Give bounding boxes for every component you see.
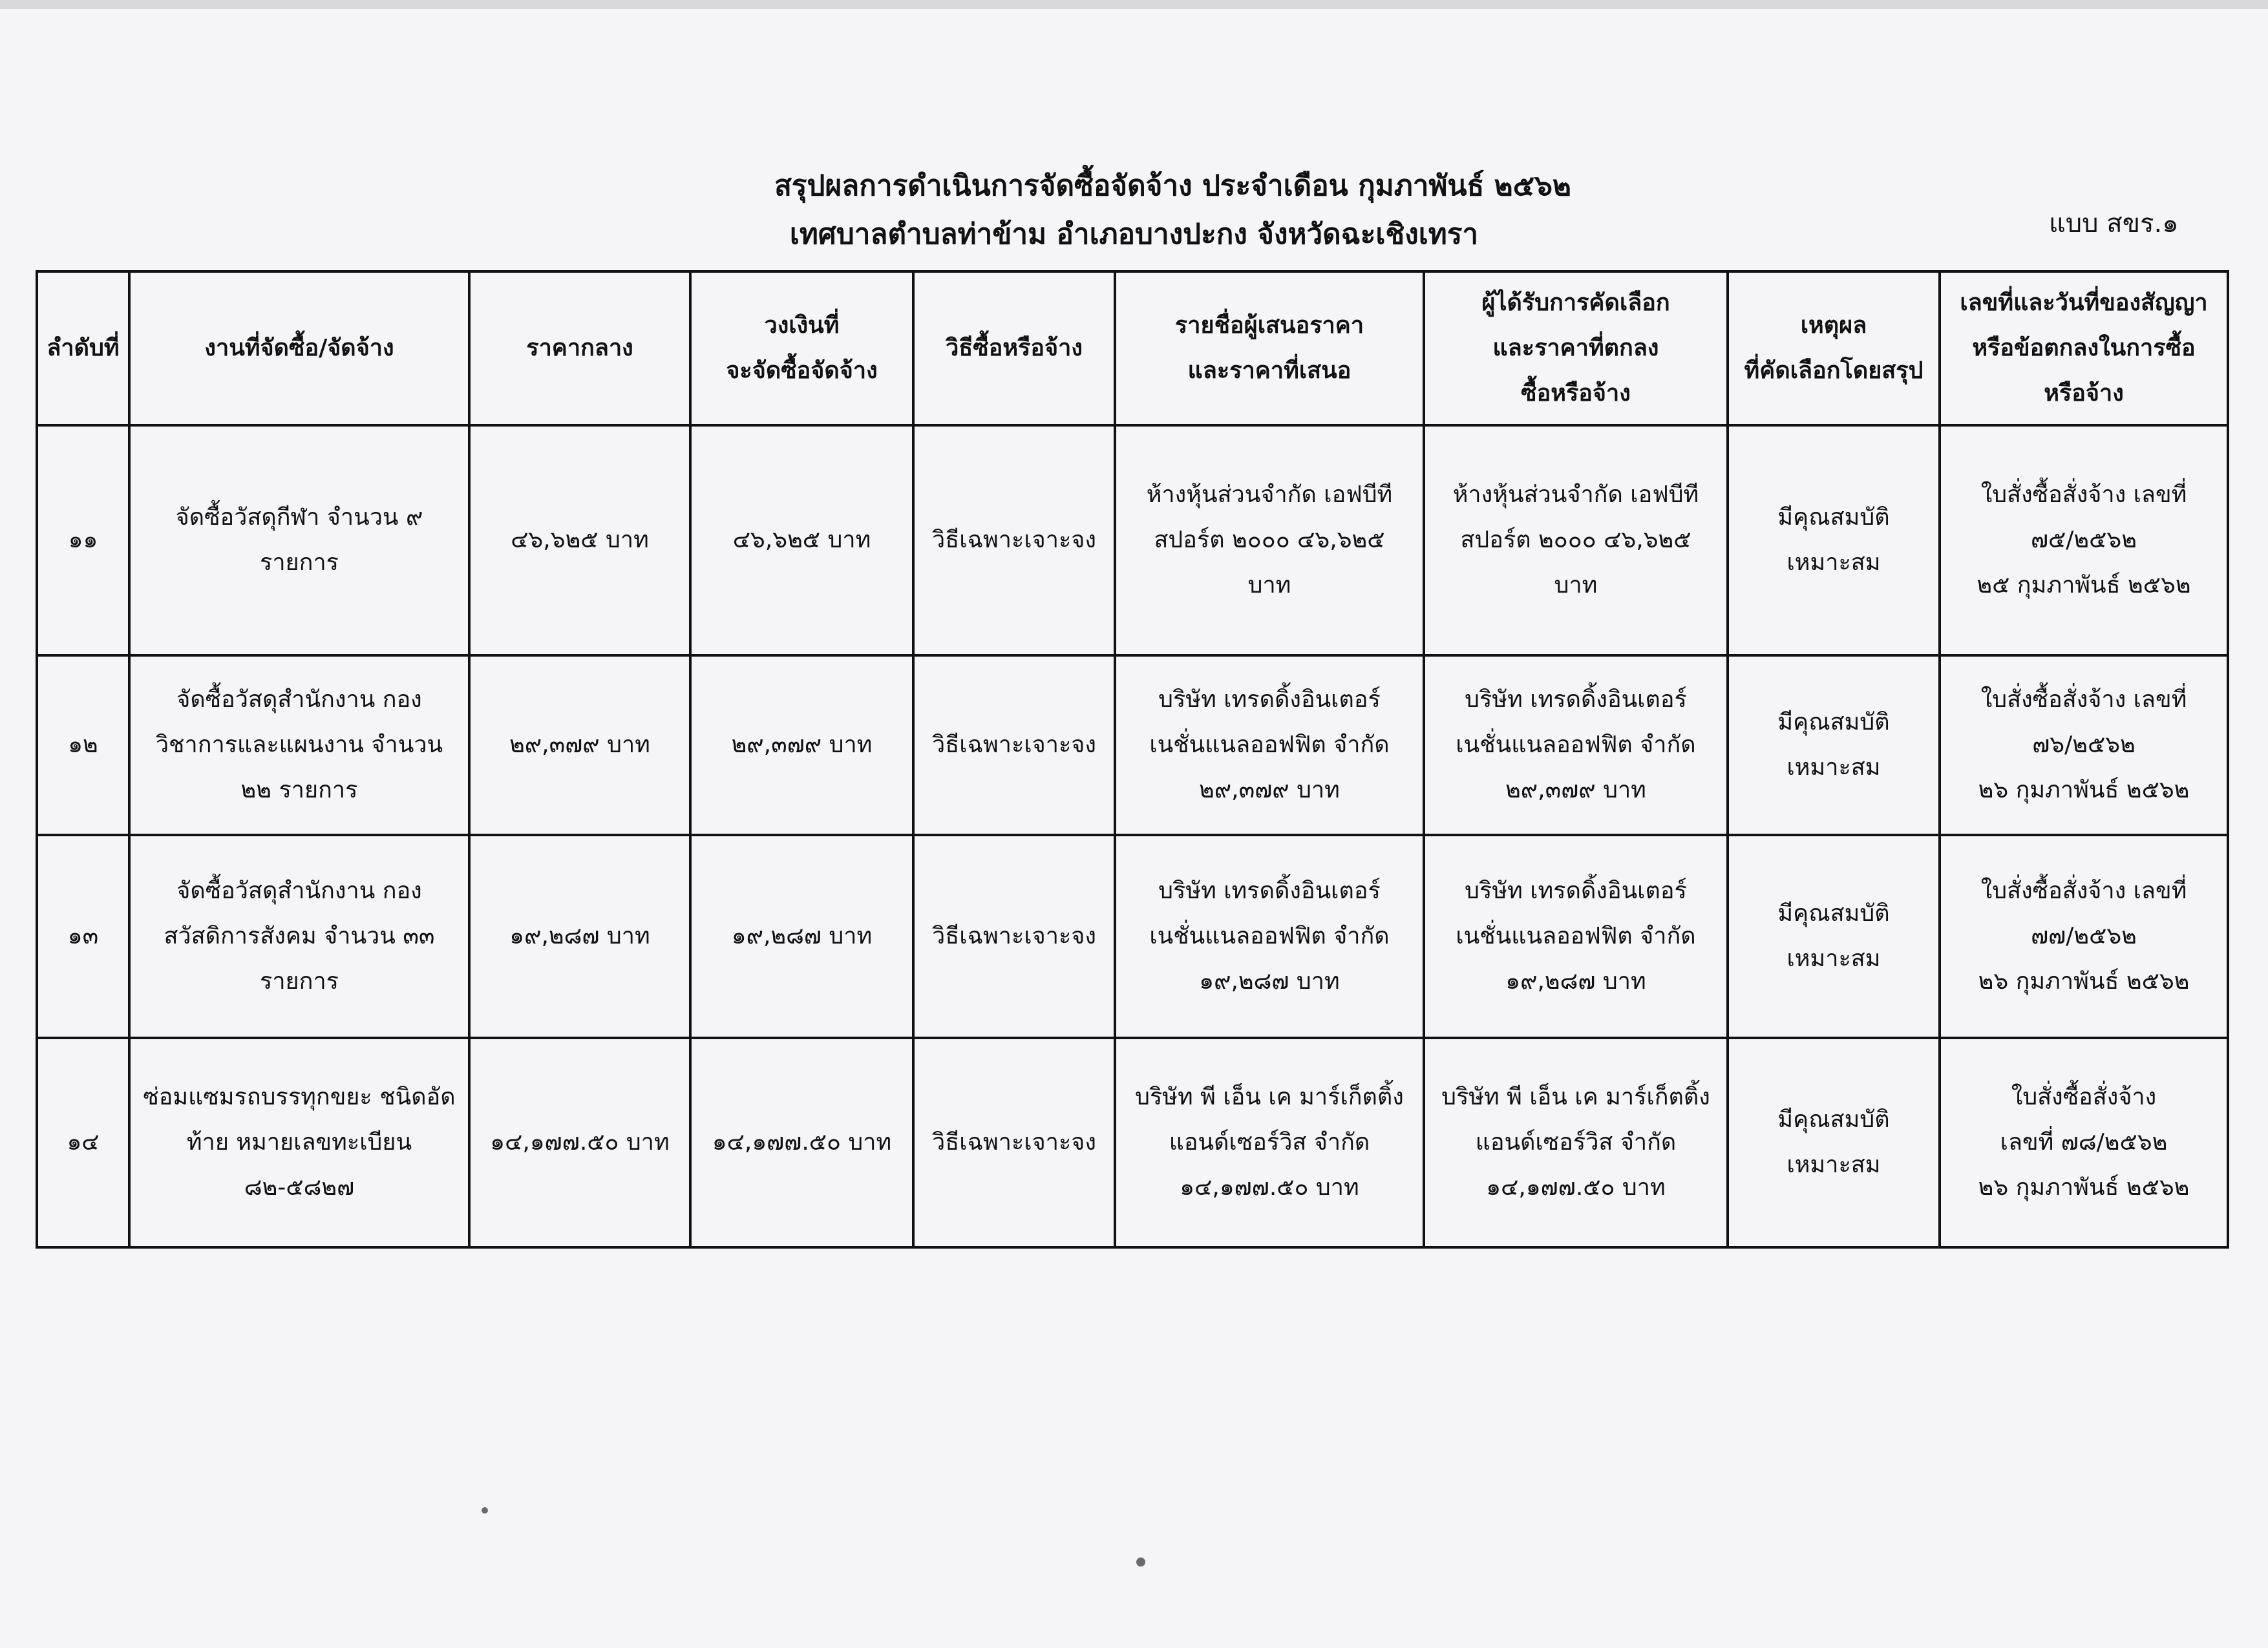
cell-line: วิธีเฉพาะเจาะจง <box>932 923 1096 949</box>
cell-line: ๔๖,๖๒๕ บาท <box>732 527 871 553</box>
header-cell <box>469 271 690 425</box>
table-cell <box>1424 655 1728 835</box>
header-line: ผู้ได้รับการคัดเลือก <box>1481 290 1670 316</box>
table-cell <box>129 655 469 835</box>
table-cell <box>469 655 690 835</box>
cell-line: ๑๔ <box>67 1129 100 1156</box>
cell-line: วิธีเฉพาะเจาะจง <box>932 1129 1096 1156</box>
table-header-row <box>37 271 2228 425</box>
table-cell <box>129 835 469 1038</box>
cell-line: ๑๑ <box>68 527 98 553</box>
cell-line: เนชั่นแนลออฟฟิต จำกัด <box>1456 732 1696 758</box>
cell-line: ใบสั่งซื้อสั่งจ้าง <box>2011 1084 2157 1110</box>
table-cell <box>1728 1038 1940 1247</box>
table-cell <box>690 655 913 835</box>
header-line: ลำดับที่ <box>47 335 120 361</box>
cell-line: มีคุณสมบัติ <box>1777 504 1890 531</box>
header-line: และราคาที่ตกลง <box>1492 335 1659 361</box>
cell-line: วิธีเฉพาะเจาะจง <box>932 732 1096 758</box>
cell-line: เหมาะสม <box>1786 754 1881 781</box>
scan-speck <box>482 1507 488 1514</box>
table-cell <box>913 655 1115 835</box>
cell-line: จัดซื้อวัสดุสำนักงาน กอง <box>176 686 422 713</box>
cell-line: บริษัท เทรดดิ้งอินเตอร์ <box>1465 686 1687 713</box>
header-line: ซื้อหรือจ้าง <box>1521 380 1631 407</box>
cell-line: เหมาะสม <box>1786 945 1881 972</box>
organization-subtitle: เทศบาลตำบลท่าข้าม อำเภอบางปะกง จังหวัดฉะเชิงเทรา <box>789 218 1479 251</box>
table-cell <box>1728 655 1940 835</box>
cell-line: ท้าย หมายเลขทะเบียน <box>186 1129 412 1156</box>
header-cell <box>1940 271 2228 425</box>
table-cell <box>469 835 690 1038</box>
table-cell <box>690 425 913 655</box>
cell-line: บริษัท เทรดดิ้งอินเตอร์ <box>1158 878 1381 904</box>
table-cell <box>1424 425 1728 655</box>
header-line: วิธีซื้อหรือจ้าง <box>946 335 1083 361</box>
procurement-table <box>36 270 2229 1249</box>
cell-line: ๑๙,๒๘๗ บาท <box>731 923 873 949</box>
cell-line: บริษัท เทรดดิ้งอินเตอร์ <box>1465 878 1687 904</box>
table-row <box>37 835 2228 1038</box>
scan-top-edge <box>0 0 2268 9</box>
table-cell <box>690 835 913 1038</box>
header-cell <box>690 271 913 425</box>
cell-line: ซ่อมแซมรถบรรทุกขยะ ชนิดอัด <box>143 1084 456 1110</box>
table-cell <box>1940 1038 2228 1247</box>
cell-line: ๑๔,๑๗๗.๕๐ บาท <box>1180 1174 1359 1201</box>
table-row <box>37 425 2228 655</box>
cell-line: วิธีเฉพาะเจาะจง <box>932 527 1096 553</box>
cell-line: ๔๖,๖๒๕ บาท <box>511 527 649 553</box>
cell-line: แอนด์เซอร์วิส จำกัด <box>1475 1129 1677 1156</box>
header-cell <box>129 271 469 425</box>
table-row <box>37 1038 2228 1247</box>
cell-line: ๗๗/๒๕๖๒ <box>2031 923 2137 949</box>
cell-line: ห้างหุ้นส่วนจำกัด เอฟบีที <box>1452 481 1699 508</box>
table-cell <box>1728 425 1940 655</box>
cell-line: ๒๖ กุมภาพันธ์ ๒๕๖๒ <box>1978 777 2190 803</box>
cell-line: ใบสั่งซื้อสั่งจ้าง เลขที่ <box>1980 878 2187 904</box>
cell-line: เหมาะสม <box>1786 1152 1881 1178</box>
report-title: สรุปผลการดำเนินการจัดซื้อจัดจ้าง ประจำเดือน กุมภาพันธ์ ๒๕๖๒ <box>774 169 1571 202</box>
cell-line: บาท <box>1554 572 1598 598</box>
table-cell <box>129 1038 469 1247</box>
header-line: วงเงินที่ <box>764 312 840 339</box>
header-line: หรือข้อตกลงในการซื้อ <box>1972 335 2196 361</box>
cell-line: ใบสั่งซื้อสั่งจ้าง เลขที่ <box>1980 686 2187 713</box>
table-cell <box>469 1038 690 1247</box>
header-line: และราคาที่เสนอ <box>1187 357 1351 384</box>
cell-line: สปอร์ต ๒๐๐๐ ๔๖,๖๒๕ <box>1460 527 1691 553</box>
header-cell <box>1424 271 1728 425</box>
cell-line: มีคุณสมบัติ <box>1777 1106 1890 1133</box>
cell-line: บริษัท เทรดดิ้งอินเตอร์ <box>1158 686 1381 713</box>
table-cell <box>690 1038 913 1247</box>
table-cell <box>1424 1038 1728 1247</box>
cell-line: รายการ <box>260 549 339 576</box>
cell-line: ๒๖ กุมภาพันธ์ ๒๕๖๒ <box>1978 1174 2190 1201</box>
cell-line: เนชั่นแนลออฟฟิต จำกัด <box>1149 923 1390 949</box>
cell-line: เหมาะสม <box>1786 549 1881 576</box>
header-line: หรือจ้าง <box>2044 380 2124 407</box>
cell-line: ๑๙,๒๘๗ บาท <box>1199 968 1340 995</box>
cell-line: ๑๓ <box>67 923 99 949</box>
cell-line: ๒๖ กุมภาพันธ์ ๒๕๖๒ <box>1978 968 2190 995</box>
header-cell <box>1728 271 1940 425</box>
cell-line: จัดซื้อวัสดุสำนักงาน กอง <box>176 878 422 904</box>
table-cell <box>1424 835 1728 1038</box>
cell-line: สปอร์ต ๒๐๐๐ ๔๖,๖๒๕ <box>1154 527 1385 553</box>
cell-line: บาท <box>1247 572 1291 598</box>
cell-line: เนชั่นแนลออฟฟิต จำกัด <box>1456 923 1696 949</box>
form-code: แบบ สขร.๑ <box>2049 209 2179 238</box>
cell-line: ๒๕ กุมภาพันธ์ ๒๕๖๒ <box>1977 572 2191 598</box>
table-cell <box>129 425 469 655</box>
cell-line: เลขที่ ๗๘/๒๕๖๒ <box>2000 1129 2168 1156</box>
cell-line: ๒๙,๓๗๙ บาท <box>1505 777 1646 803</box>
table-cell <box>37 425 129 655</box>
table-cell <box>1115 425 1424 655</box>
header-cell <box>913 271 1115 425</box>
header-line: เหตุผล <box>1800 312 1867 339</box>
table-row <box>37 655 2228 835</box>
table-cell <box>37 655 129 835</box>
cell-line: ๑๔,๑๗๗.๕๐ บาท <box>490 1129 670 1156</box>
cell-line: ๑๔,๑๗๗.๕๐ บาท <box>1486 1174 1666 1201</box>
header-line: เลขที่และวันที่ของสัญญา <box>1960 290 2208 316</box>
cell-line: จัดซื้อวัสดุกีฬา จำนวน ๙ <box>175 504 423 531</box>
table-cell <box>913 425 1115 655</box>
table-cell <box>1940 835 2228 1038</box>
cell-line: ๑๔,๑๗๗.๕๐ บาท <box>712 1129 892 1156</box>
table-cell <box>1115 655 1424 835</box>
cell-line: ๑๒ <box>68 732 98 758</box>
cell-line: แอนด์เซอร์วิส จำกัด <box>1169 1129 1370 1156</box>
table-cell <box>1115 835 1424 1038</box>
cell-line: ๗๖/๒๕๖๒ <box>2032 732 2136 758</box>
table-cell <box>469 425 690 655</box>
cell-line: ๗๕/๒๕๖๒ <box>2030 527 2137 553</box>
cell-line: วิชาการและแผนงาน จำนวน <box>155 732 443 758</box>
cell-line: มีคุณสมบัติ <box>1777 709 1890 735</box>
header-line: งานที่จัดซื้อ/จัดจ้าง <box>204 335 394 361</box>
cell-line: ๑๙,๒๘๗ บาท <box>509 923 650 949</box>
scan-speck <box>1136 1558 1145 1567</box>
cell-line: ๒๙,๓๗๙ บาท <box>1199 777 1340 803</box>
cell-line: เนชั่นแนลออฟฟิต จำกัด <box>1149 732 1390 758</box>
table-cell <box>37 1038 129 1247</box>
cell-line: ใบสั่งซื้อสั่งจ้าง เลขที่ <box>1980 481 2187 508</box>
header-line: ที่คัดเลือกโดยสรุป <box>1744 357 1924 384</box>
cell-line: บริษัท พี เอ็น เค มาร์เก็ตติ้ง <box>1441 1084 1710 1110</box>
cell-line: มีคุณสมบัติ <box>1777 900 1890 927</box>
header-line: จะจัดซื้อจัดจ้าง <box>726 357 878 384</box>
table-cell <box>37 835 129 1038</box>
cell-line: ๑๙,๒๘๗ บาท <box>1505 968 1646 995</box>
cell-line: รายการ <box>260 968 339 995</box>
table-cell <box>913 1038 1115 1247</box>
table-cell <box>1728 835 1940 1038</box>
header-cell <box>1115 271 1424 425</box>
table-cell <box>1940 425 2228 655</box>
table-cell <box>1940 655 2228 835</box>
cell-line: ๘๒-๕๘๒๗ <box>244 1174 355 1201</box>
cell-line: ๒๙,๓๗๙ บาท <box>731 732 873 758</box>
header-cell <box>37 271 129 425</box>
cell-line: ห้างหุ้นส่วนจำกัด เอฟบีที <box>1146 481 1393 508</box>
cell-line: บริษัท พี เอ็น เค มาร์เก็ตติ้ง <box>1135 1084 1404 1110</box>
cell-line: สวัสดิการสังคม จำนวน ๓๓ <box>164 923 435 949</box>
cell-line: ๒๙,๓๗๙ บาท <box>509 732 650 758</box>
header-line: รายชื่อผู้เสนอราคา <box>1174 312 1364 339</box>
table-cell <box>913 835 1115 1038</box>
cell-line: ๒๒ รายการ <box>240 777 358 803</box>
table-cell <box>1115 1038 1424 1247</box>
header-line: ราคากลาง <box>526 335 633 361</box>
